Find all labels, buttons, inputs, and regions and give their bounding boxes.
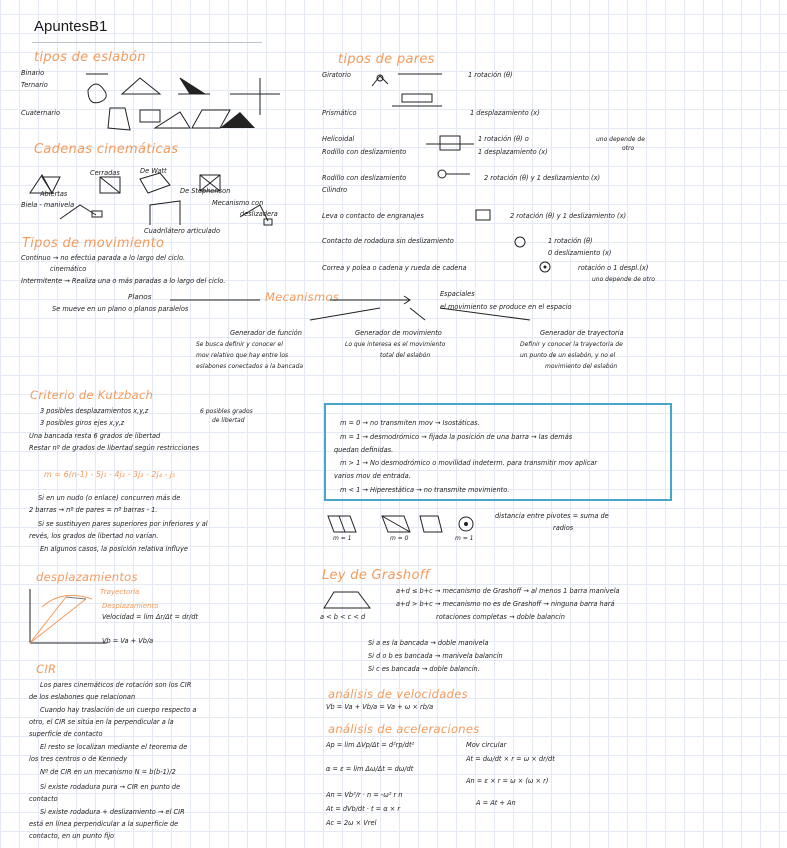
kutzbach-para5: En algunos casos, la posición relativa influye [40,545,188,553]
desplazamientos-suma: Vb = Va + Vb/a [102,637,154,645]
generador-trayectoria-line3: movimiento del eslabón [545,363,618,370]
generador-trayectoria-line1: Definir y conocer la trayectoria de [520,341,623,348]
cir-line10: contacto [29,795,58,803]
generador-movimiento-line1: Lo que interesa es el movimiento [345,341,446,348]
cir-line1: Los pares cinemáticos de rotación son los CIR [40,681,192,689]
generador-trayectoria-title: Generador de trayectoria [540,329,624,337]
eslabon-sketches [80,60,290,140]
cir-line2: de los eslabones que relacionan [29,693,136,701]
title-underline [32,42,262,43]
mecanismos-espaciales-desc: el movimiento se produce en el espacio [440,303,572,311]
grashoff-order: a < b < c < d [320,613,366,621]
par-correa-desc: rotación o 1 despl.(x) [578,264,649,272]
cir-line6: El resto se localizan mediante el teorema de [40,743,188,751]
aceleraciones-line5: Ac = 2ω × Vrel [326,819,377,827]
movimiento-continuo-sub: cinemático [50,265,87,273]
kutzbach-para2: 2 barras → nº de pares = nº barras - 1. [29,506,158,514]
movilidad-fig1-label: m = 1 [333,535,352,542]
movilidad-line6: m < 1 → Hiperestática → no transmite movimiento. [340,486,510,494]
aceleraciones-circular1: At = dω/dt × r = ω × dr/dt [466,755,555,763]
heading-mecanismos: Mecanismos [265,290,340,304]
grashoff-line1: a+d ≤ b+c → mecanismo de Grashoff → al menos 1 barra manivela [396,587,620,595]
generador-funcion-line3: eslabones conectados a la bancada [196,363,304,370]
movilidad-fig3-label: m = 1 [455,535,474,542]
cir-line5: superficie de contacto [29,730,103,738]
mecanismos-espaciales-title: Espaciales [440,290,475,298]
grashoff-case1: Si a es la bancada → doble manivela [368,639,489,647]
kutzbach-line4: Restar nº de grados de libertad según restricciones [29,444,200,452]
par-rodadura-desc: 1 rotación (θ) [548,237,593,245]
cadena-biela: Biela - manivela [21,201,75,209]
par-prismatico-desc: 1 desplazamiento (x) [470,109,540,117]
grashoff-line2: a+d > b+c → mecanismo no es de Grashoff → ninguna barra hará [396,600,615,608]
cadena-watt: De Watt [140,167,167,175]
movilidad-fig2-label: m = 0 [390,535,409,542]
kutzbach-brace-note2: de libertad [212,417,245,424]
par-cilindro-name: Cilindro [322,186,348,194]
mecanismos-arrows [170,292,620,332]
heading-cadenas: Cadenas cinemáticas [34,142,179,157]
heading-velocidades: análisis de velocidades [328,687,468,701]
par-leva-name: Leva o contacto de engranajes [322,212,424,220]
page-title: ApuntesB1 [34,18,108,35]
par-helicoidal-desc: 1 rotación (θ) o [478,135,529,143]
generador-movimiento-line2: total del eslabón [380,352,431,359]
desplazamientos-desplazamiento: Desplazamiento [102,602,159,610]
par-leva-desc: 2 rotación (θ) y 1 deslizamiento (x) [510,212,627,220]
par-helicoidal-note2: otro [622,145,635,152]
heading-kutzbach: Criterio de Kutzbach [30,388,154,402]
par-rodillo1-desc: 1 desplazamiento (x) [478,148,548,156]
movilidad-line4: m > 1 → No desmodrómico o movilidad indeterm. para transmitir mov aplicar [340,459,598,467]
heading-grashoff: Ley de Grashoff [322,568,430,583]
par-prismatico-name: Prismático [322,109,357,117]
heading-pares: tipos de pares [338,52,435,67]
eslabon-ternario: Ternario [21,81,48,89]
aceleraciones-circular2: An = ε × r = ω × (ω × r) [466,777,549,785]
cir-line8: Nº de CIR en un mecanismo N = b(b-1)/2 [40,768,176,776]
movilidad-distancia2: radios [553,524,574,532]
cadena-cerradas: Cerradas [90,169,120,177]
movilidad-line3: quedan definidas. [334,446,394,454]
cadena-deslizadera: deslizadera [240,210,278,218]
aceleraciones-line3: An = Vb²/r · n = -ω² r n [326,791,403,799]
desplazamientos-trayectoria: Trayectoria [100,588,140,596]
aceleraciones-circular-title: Mov circular [466,741,507,749]
generador-funcion-line2: mov relativo que hay entre los [196,352,289,359]
par-rodadura-name: Contacto de rodadura sin deslizamiento [322,237,454,245]
par-rodillo1-name: Rodillo con deslizamiento [322,148,407,156]
movimiento-continuo: Continuo → no efectúa parada a lo largo del ciclo. [21,254,186,262]
heading-aceleraciones: análisis de aceleraciones [328,722,480,736]
cir-line3: Cuando hay traslación de un cuerpo respecto a [40,706,197,714]
par-rodillo2-name: Rodillo con deslizamiento [322,174,407,182]
grashoff-case2: Si d o b es bancada → manivela balancín [368,652,503,660]
generador-funcion-title: Generador de función [230,329,302,337]
grashoff-line3: rotaciones completas → doble balancín [436,613,565,621]
kutzbach-line3: Una bancada resta 6 grados de libertad [29,432,161,440]
movimiento-intermitente: Intermitente → Realiza una o más paradas a lo largo del ciclo. [21,277,226,285]
desplazamientos-sketch [22,585,112,650]
generador-trayectoria-line2: un punto de un eslabón, y no el [520,352,616,359]
cadenas-sketches [20,165,280,235]
cadena-mecanismo: Mecanismo con [212,199,264,207]
cir-line13: contacto, en un punto fijo [29,832,115,840]
cadena-abiertas: Abiertas [40,190,68,198]
aceleraciones-circular3: A = At + An [476,799,516,807]
par-giratorio-name: Giratorio [322,71,351,79]
generador-funcion-line1: Se busca definir y conocer el [196,341,283,348]
generador-movimiento-title: Generador de movimiento [355,329,442,337]
movilidad-line2: m = 1 → desmodrómico → fijada la posición de una barra → las demás [340,433,573,441]
heading-tipos-eslabon: tipos de eslabón [34,50,146,65]
par-helicoidal-name: Helicoidal [322,135,355,143]
heading-movimiento: Tipos de movimiento [22,236,165,251]
par-giratorio-desc: 1 rotación (θ) [468,71,513,79]
kutzbach-line1: 3 posibles desplazamientos x,y,z [40,407,149,415]
kutzbach-brace-note1: 6 posibles grados [200,408,253,415]
eslabon-binario: Binario [21,69,45,77]
movilidad-line1: m = 0 → no transmiten mov → Isostáticas. [340,419,480,427]
heading-desplazamientos: desplazamientos [36,570,138,584]
cadena-cuadrilatero: Cuadrilátero articulado [144,227,220,235]
cir-line11: Si existe rodadura + deslizamiento → el CIR [40,808,185,816]
cir-line12: está en línea perpendicular a la superficie de [29,820,179,828]
par-rodillo2-desc: 2 rotación (θ) y 1 deslizamiento (x) [484,174,601,182]
par-helicoidal-note1: uno depende de [596,136,645,143]
pares-sketches [362,64,582,289]
movilidad-line5: varios mov de entrada. [334,472,411,480]
cir-line4: otro, el CIR se sitúa en la perpendicular a la [29,718,174,726]
kutzbach-line2: 3 posibles giros ejes x,y,z [40,419,125,427]
aceleraciones-line1: Ap = lim ΔVp/Δt = d²rp/dt² [326,741,415,749]
aceleraciones-line2: α = ε = lim Δω/Δt = dω/dt [326,765,414,773]
aceleraciones-line4: At = dVb/dt · t = α × r [326,805,401,813]
cadena-stephenson: De Stephenson [180,187,231,195]
kutzbach-para3: Si se sustituyen pares superiores por inferiores y al [38,520,208,528]
par-rodadura-desc2: 0 deslizamiento (x) [548,249,612,257]
cir-line9: Si existe rodadura pura → CIR en punto de [40,783,181,791]
par-correa-note: uno depende de otro [592,276,655,283]
cir-line7: los tres centros o de Kennedy [29,755,128,763]
grashoff-case3: Si c es bancada → doble balancín. [368,665,480,673]
mecanismos-planos-desc: Se mueve en un plano o planos paralelos [52,305,189,313]
kutzbach-para4: revés, los grados de libertad no varían. [29,532,159,540]
par-correa-name: Correa y polea o cadena y rueda de cadena [322,264,467,272]
grashoff-sketch [318,586,378,616]
movilidad-distancia1: distancia entre pivotes = suma de [495,512,609,520]
eslabon-cuaternario: Cuaternario [21,109,60,117]
mecanismos-planos-title: Planos [128,292,152,301]
velocidades-formula: Vb = Va + Vb/a = Va + ω × rb/a [326,703,434,711]
heading-cir: CIR [36,662,57,676]
desplazamientos-velocidad: Velocidad = lim Δr/Δt = dr/dt [102,613,198,621]
kutzbach-formula: m = 6(n-1) - 5j₁ - 4j₂ - 3j₃ - 2j₄ - j₅ [44,470,176,479]
kutzbach-para1: Si en un nudo (o enlace) concurren más de [38,494,181,502]
